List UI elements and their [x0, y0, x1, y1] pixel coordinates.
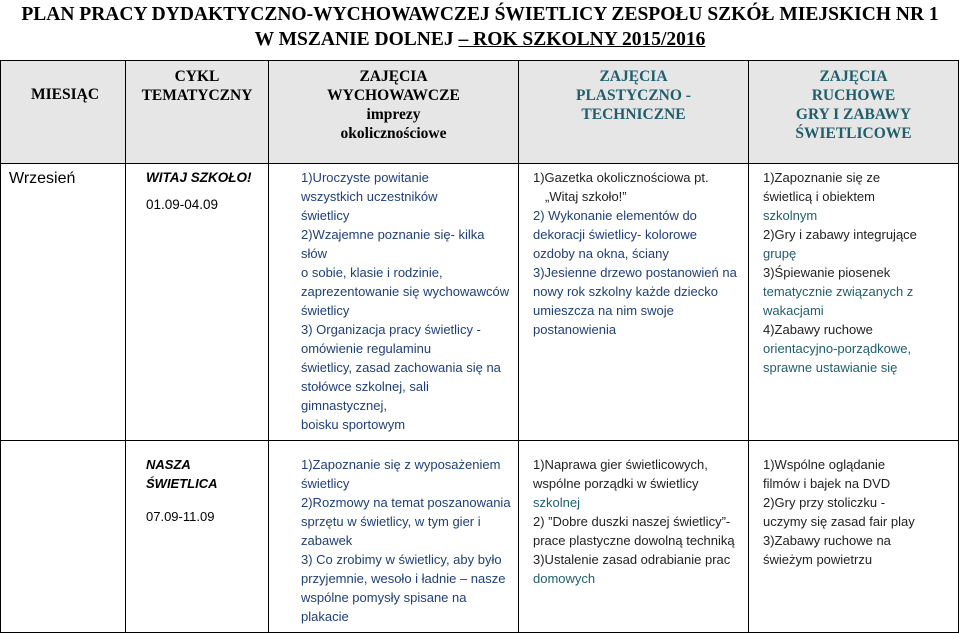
document-title [0, 2, 960, 52]
title-line-2 [0, 27, 960, 52]
movement-cell: 1)Wspólne oglądanie filmów i bajek na DVD 2)Gry przy stoliczku - uczymy się zasad fair play 3)Zabawy ruchowe na świeżym powietrzu [749, 441, 959, 633]
month-label: Wrzesień [9, 170, 76, 187]
plan-table [0, 60, 959, 633]
cycle-cell [126, 164, 269, 441]
cycle-title: NASZA ŚWIETLICA [146, 457, 218, 491]
cycle-title: WITAJ SZKOŁO! [146, 170, 252, 185]
art-cell: 1)Naprawa gier świetlicowych, wspólne porządki w świetlicy szkolnej 2) ”Dobre duszki naszej świetlicy”- prace plastyczne dowolną techniką 3)Ustalenie zasad odrabianie prac domowych [519, 441, 749, 633]
title-school-year: – ROK SZKOLNY 2015/2016 [458, 29, 706, 50]
header-cycle: CYKL TEMATYCZNY [126, 61, 269, 164]
educational-cell: 1)Uroczyste powitanie wszystkich uczestników świetlicy 2)Wzajemne poznanie się- kilka słów o sobie, klasie i rodzinie, zaprezentowanie się wychowawców świetlicy 3) Organizacja pracy świetlicy - omówienie regulaminu świetlicy, zasad zachowania się na stołówce szkolnej, sali gimnastycznej, boisku sportowym [269, 164, 519, 441]
header-row [1, 61, 959, 164]
cycle-dates: 07.09-11.09 [146, 509, 215, 524]
header-movement: ZAJĘCIA RUCHOWE GRY I ZABAWY ŚWIETLICOWE [749, 61, 959, 164]
title-line-1: PLAN PRACY DYDAKTYCZNO-WYCHOWAWCZEJ ŚWIETLICY ZESPOŁU SZKÓŁ MIEJSKICH NR 1 [21, 4, 939, 25]
header-month: MIESIĄC [1, 61, 126, 164]
art-cell: 1)Gazetka okolicznościowa pt. „Witaj szkoło!” 2) Wykonanie elementów do dekoracji świetlicy- kolorowe ozdoby na okna, ściany 3)Jesienne drzewo postanowień na nowy rok szkolny każde dziecko umieszcza na nim swoje postanowienia [519, 164, 749, 441]
cycle-dates: 01.09-04.09 [146, 197, 219, 212]
month-cell [1, 441, 126, 633]
month-cell [1, 164, 126, 441]
month-label [1, 441, 125, 445]
cycle-cell [126, 441, 269, 633]
movement-cell: 1)Zapoznanie się ze świetlicą i obiektem szkolnym 2)Gry i zabawy integrujące grupę 3)Śpiewanie piosenek tematycznie związanych z wakacjami 4)Zabawy ruchowe orientacyjno-porządkowe, sprawne ustawianie się [749, 164, 959, 441]
educational-cell: 1)Zapoznanie się z wyposażeniem świetlicy 2)Rozmowy na temat poszanowania sprzętu w świetlicy, w tym gier i zabawek 3) Co zrobimy w świetlicy, aby było przyjemnie, wesoło i ładnie – nasze wspólne pomysły spisane na plakacie [269, 441, 519, 633]
title-line-2-prefix: W MSZANIE DOLNEJ [254, 29, 459, 50]
table-row [1, 441, 959, 633]
table-row [1, 164, 959, 441]
header-art: ZAJĘCIA PLASTYCZNO - TECHNICZNE [519, 61, 749, 164]
header-educational: ZAJĘCIA WYCHOWAWCZE imprezy okolicznościowe [269, 61, 519, 164]
